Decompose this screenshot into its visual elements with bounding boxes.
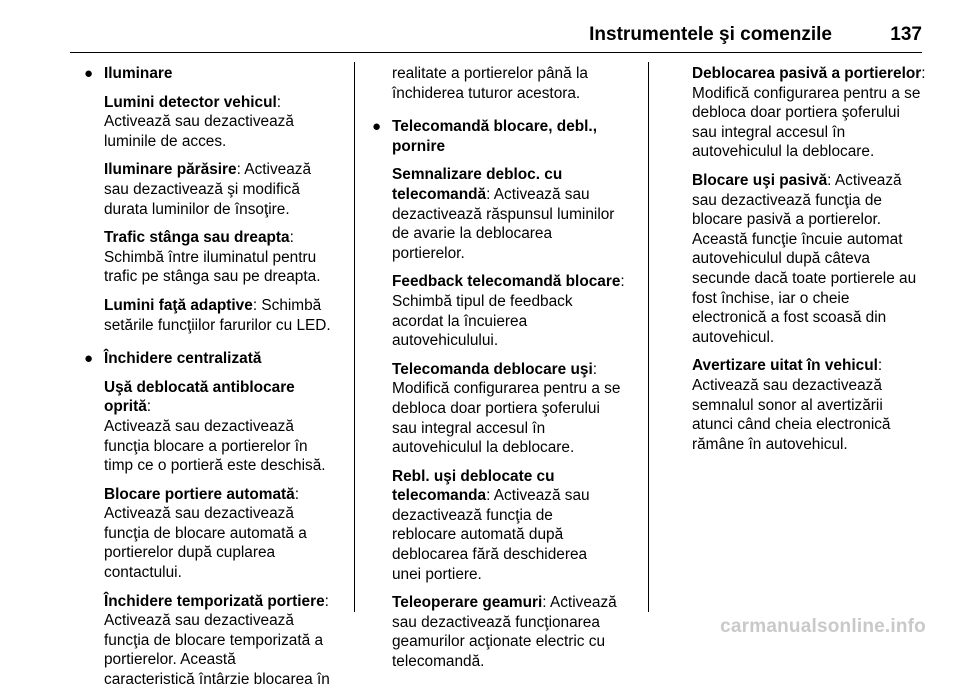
entry-text: : Activează sau dezactivează funcţionarea geamurilor acţionate electric cu telecomandă. <box>392 594 617 671</box>
entry-text: : Schimbă setările funcţiilor farurilor cu LED. <box>104 296 331 334</box>
entry-term: Uşă deblocată antiblocare oprită <box>104 378 295 416</box>
entry <box>104 296 346 335</box>
entry-term: Avertizare uitat în vehicul <box>692 357 878 375</box>
page-title: Instrumentele şi comenzile <box>589 24 832 45</box>
entry-term: Iluminare părăsire <box>104 161 237 179</box>
entry <box>104 592 346 690</box>
column-3 <box>692 64 932 463</box>
entry-text: : Schimbă între iluminatul pentru trafic pe stânga sau pe dreapta. <box>104 229 321 286</box>
entry-text: : Activează sau dezactivează luminile de acces. <box>104 93 294 150</box>
section-telecomanda <box>372 117 640 671</box>
column-divider-2 <box>648 62 649 612</box>
column-1 <box>84 64 346 699</box>
entry <box>104 485 346 583</box>
entry-text: : Activează sau dezactivează funcţia blocare a portierelor în timp ce o portieră este deschisă. <box>104 398 326 475</box>
entry <box>392 272 640 350</box>
entry-text: : Activează sau dezactivează funcţia de blocare temporizată a portierelor. Această caracteristică întârzie blocarea în <box>104 592 330 689</box>
entry <box>692 356 932 454</box>
entry-text: : Activează sau dezactivează şi modifică durata luminilor de însoţire. <box>104 161 312 218</box>
entry-text: : Activează sau dezactivează funcţia de reblocare automată după deblocarea fără deschiderea unei portiere. <box>392 487 590 583</box>
entry <box>104 93 346 152</box>
entry-text: : Modifică configurarea pentru a se debloca doar portiera şoferului sau integral accesul în autovehiculul la deblocare. <box>392 360 621 457</box>
column-divider-1 <box>354 62 355 612</box>
entry-text: : Activează sau dezactivează funcţia de blocare pasivă a portierelor. Această funcţie încuie automat autovehiculul după câteva secunde dacă toate portierele au fost închise, iar o cheie electronică a fost scoasă din autovehicul. <box>692 171 917 346</box>
entry-text: : Activează sau dezactivează semnalul sonor al avertizării atunci când cheia electronică rămâne în autovehicul. <box>692 357 891 453</box>
section-title: Închidere centralizată <box>104 350 262 368</box>
entry <box>392 165 640 263</box>
entry-term: Blocare uşi pasivă <box>692 171 828 189</box>
entry <box>104 228 346 287</box>
entry-term: Rebl. uşi deblocate cu telecomanda <box>392 467 555 505</box>
section-title: Telecomandă blocare, debl., pornire <box>392 118 597 155</box>
page-number: 137 <box>890 24 922 45</box>
entry-term: Deblocarea pasivă a portierelor <box>692 65 922 82</box>
entry-text: : Activează sau dezactivează răspunsul luminilor de avarie la deblocarea portierelor. <box>392 185 615 262</box>
watermark: carmanualsonline.info <box>720 616 926 637</box>
entry <box>392 360 640 458</box>
section-inchidere-centralizata <box>84 349 346 690</box>
entry <box>392 593 640 671</box>
entry <box>392 467 640 585</box>
section-iluminare <box>84 64 346 335</box>
section-title: Iluminare <box>104 65 173 82</box>
page-header <box>70 20 922 53</box>
entry <box>104 160 346 219</box>
entry-text: : Schimbă tipul de feedback acordat la încuierea autovehiculului. <box>392 273 625 350</box>
entry-term: Telecomanda deblocare uşi <box>392 360 593 378</box>
entry <box>692 64 932 162</box>
entry-text: : Modifică configurarea pentru a se debloca doar portiera şoferului sau integral accesul în autovehiculul la deblocare. <box>692 65 926 161</box>
continuation-text: realitate a portierelor până la închiderea tuturor acestora. <box>392 65 588 102</box>
bullet-icon: ● <box>84 350 94 368</box>
bullet-icon: ● <box>372 118 382 136</box>
entry <box>692 171 932 347</box>
entry-text: : Activează sau dezactivează funcţia de blocare automată a portierelor după cuplarea contactului. <box>104 485 307 582</box>
bullet-icon: ● <box>84 65 94 82</box>
entry-term: Feedback telecomandă blocare <box>392 273 621 291</box>
entry-term: Blocare portiere automată <box>104 485 295 503</box>
column-2 <box>372 64 640 681</box>
entry-term: Lumini faţă adaptive <box>104 296 253 314</box>
entry <box>104 378 346 476</box>
entry-term: Teleoperare geamuri <box>392 594 543 612</box>
entry-term: Lumini detector vehicul <box>104 93 277 111</box>
entry-term: Trafic stânga sau dreapta <box>104 229 290 247</box>
entry-term: Închidere temporizată portiere <box>104 592 325 610</box>
entry-term: Semnalizare debloc. cu telecomandă <box>392 166 563 203</box>
